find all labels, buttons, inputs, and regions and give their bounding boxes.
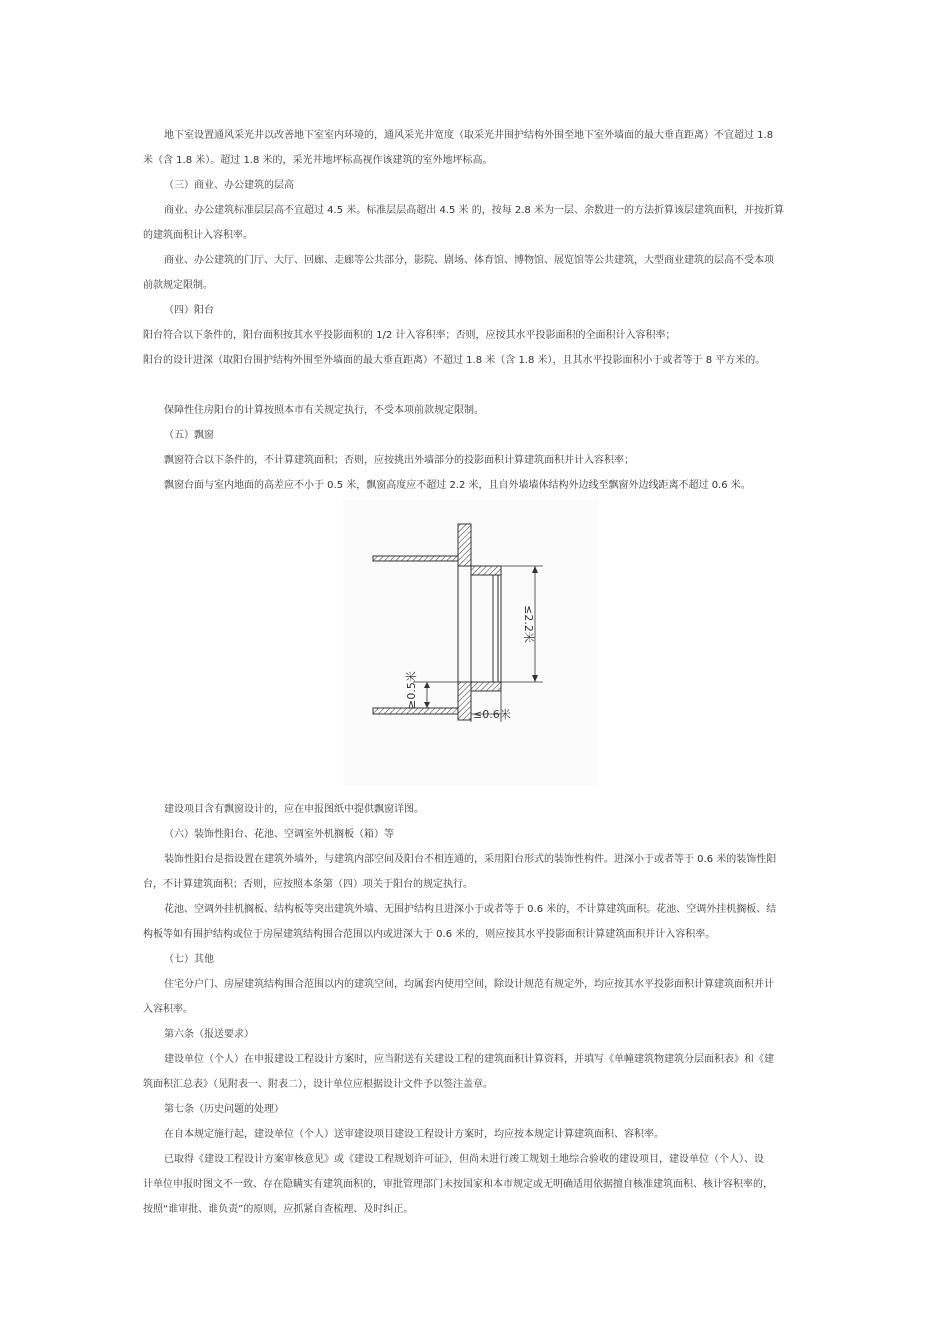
dim-sill-label: ≥0.5米 bbox=[405, 671, 418, 709]
bay-window-diagram bbox=[343, 500, 599, 786]
paragraph-balcony-2: 阳台的设计进深（取阳台围护结构外围至外墙面的最大垂直距离）不超过 1.8 米（含 1.8 米），且其水平投影面积小于或者等于 8 平方米的。 bbox=[143, 355, 766, 366]
paragraph-lightwell-2: 米（含 1.8 米）。超过 1.8 米的，采光井地坪标高视作该建筑的室外地坪标高。 bbox=[143, 155, 493, 166]
paragraph-balcony-1: 阳台符合以下条件的，阳台面积按其水平投影面积的 1/2 计入容积率；否则，应按其水平投影面积的全面积计入容积率； bbox=[143, 330, 676, 341]
paragraph-submission-2: 筑面积汇总表》（见附表一、附表二），设计单位应根据设计文件予以签注盖章。 bbox=[143, 1079, 493, 1090]
bay-sill bbox=[471, 682, 501, 691]
paragraph-bay-window-drawing: 建设项目含有飘窗设计的，应在申报图纸中提供飘窗详图。 bbox=[164, 804, 424, 815]
upper-slab bbox=[373, 556, 458, 561]
section-heading-6: （六）装饰性阳台、花池、空调室外机搁板（箱）等 bbox=[164, 829, 394, 840]
arrow-up bbox=[532, 566, 538, 573]
paragraph-public-areas-1: 商业、办公建筑的门厅、大厅、回廊、走廊等公共部分，影院、剧场、体育馆、博物馆、展览馆等公共建筑，大型商业建筑的层高不受本项 bbox=[164, 255, 774, 266]
paragraph-other-2: 入容积率。 bbox=[143, 1004, 193, 1015]
paragraph-history-2: 已取得《建设工程设计方案审核意见》或《建设工程规划许可证》，但尚未进行竣工规划土地综合验收的建设项目，建设单位（个人）、设 bbox=[164, 1154, 764, 1165]
section-heading-7: （七）其他 bbox=[164, 954, 214, 965]
paragraph-planter-2: 构板等如有围护结构或位于房屋建筑结构围合范围以内或进深大于 0.6 米的，则应按其水平投影面积计算建筑面积并计入容积率。 bbox=[143, 929, 716, 940]
article-7-heading: 第七条（历史问题的处理） bbox=[164, 1104, 284, 1115]
paragraph-floor-height-2: 的建筑面积计入容积率。 bbox=[143, 230, 253, 241]
paragraph-history-4: 按照“谁审批、谁负责”的原则，应抓紧自查梳理、及时纠正。 bbox=[143, 1204, 414, 1215]
paragraph-decorative-balcony-2: 台，不计算建筑面积；否则，应按照本条第（四）项关于阳台的规定执行。 bbox=[143, 879, 473, 890]
section-heading-4: （四）阳台 bbox=[164, 305, 214, 316]
wall-lower bbox=[458, 682, 471, 720]
paragraph-public-areas-2: 前款规定限制。 bbox=[143, 280, 213, 291]
arrow-down bbox=[532, 675, 538, 682]
paragraph-history-1: 在自本规定施行起，建设单位（个人）送审建设项目建设工程设计方案时，均应按本规定计算建筑面积、容积率。 bbox=[164, 1129, 664, 1140]
paragraph-bay-window-1: 飘窗符合以下条件的，不计算建筑面积；否则，应按挑出外墙部分的投影面积计算建筑面积并计入容积率； bbox=[164, 455, 634, 466]
dim-height-label: ≤2.2米 bbox=[522, 605, 535, 643]
paragraph-affordable-housing: 保障性住房阳台的计算按照本市有关规定执行，不受本项前款规定限制。 bbox=[164, 405, 484, 416]
arrow-sill-down bbox=[424, 702, 430, 708]
bay-top bbox=[471, 566, 501, 575]
dim-depth-label: ≤0.6米 bbox=[473, 708, 511, 721]
paragraph-decorative-balcony-1: 装饰性阳台是指设置在建筑外墙外，与建筑内部空间及阳台不相连通的，采用阳台形式的装饰性构件。进深小于或者等于 0.6 米的装饰性阳 bbox=[164, 854, 777, 865]
arrow-sill-up bbox=[424, 682, 430, 688]
section-heading-3: （三）商业、办公建筑的层高 bbox=[164, 180, 294, 191]
paragraph-history-3: 计单位申报时图文不一致、存在隐瞒实有建筑面积的，审批管理部门未按国家和本市规定或无明确适用依据擅自核准建筑面积、核计容积率的， bbox=[143, 1179, 773, 1190]
paragraph-lightwell-1: 地下室设置通风采光井以改善地下室室内环境的，通风采光井宽度（取采光井围护结构外围至地下室外墙面的最大垂直距离）不宜超过 1.8 bbox=[164, 130, 774, 141]
paragraph-planter-1: 花池、空调外挂机搁板、结构板等突出建筑外墙、无围护结构且进深小于或者等于 0.6 米的，不计算建筑面积。花池、空调外挂机搁板、结 bbox=[164, 904, 777, 915]
paragraph-submission-1: 建设单位（个人）在申报建设工程设计方案时，应当附送有关建设工程的建筑面积计算资料，并填写《单幢建筑物建筑分层面积表》和《建 bbox=[164, 1054, 774, 1065]
section-heading-5: （五）飘窗 bbox=[164, 430, 214, 441]
bay-window-drawing bbox=[343, 500, 599, 786]
article-6-heading: 第六条（报送要求） bbox=[164, 1029, 254, 1040]
paragraph-other-1: 住宅分户门、房屋建筑结构围合范围以内的建筑空间，均属套内使用空间，除设计规范有规定外，均应按其水平投影面积计算建筑面积并计 bbox=[164, 979, 774, 990]
paragraph-floor-height-1: 商业、办公建筑标准层层高不宜超过 4.5 米。标准层层高超出 4.5 米 的，按每 2.8 米为一层、余数进一的方法折算该层建筑面积，并按折算 bbox=[164, 205, 784, 216]
wall-upper bbox=[458, 524, 471, 566]
paragraph-bay-window-2: 飘窗台面与室内地面的高差应不小于 0.5 米，飘窗高度应不超过 2.2 米，且自外墙墙体结构外边线至飘窗外边线距离不超过 0.6 米。 bbox=[164, 480, 751, 491]
